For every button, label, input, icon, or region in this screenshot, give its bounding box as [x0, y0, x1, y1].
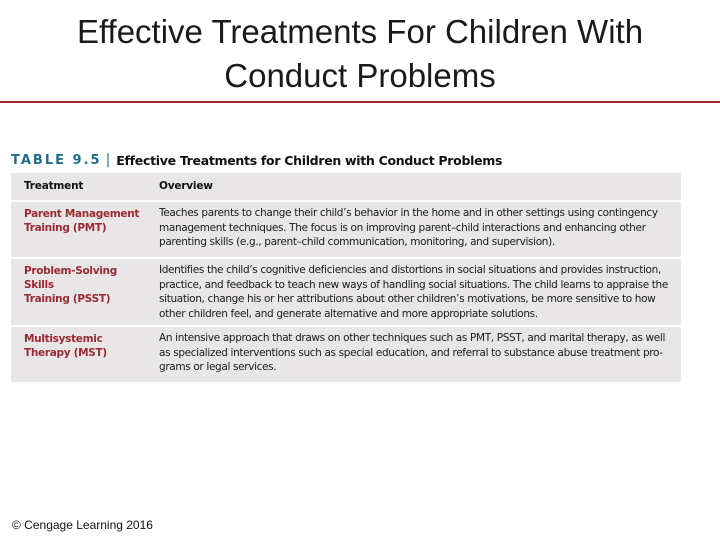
- table-caption: [11, 150, 502, 170]
- table-title: Effective Treatments for Children with Conduct Problems: [116, 152, 503, 168]
- overview-line: grams or legal services.: [159, 361, 277, 373]
- treatment-line: Training (PSST): [24, 293, 111, 305]
- overview-line: situation, change his or her attributions about other children’s motivations, be more sensitive to how: [159, 293, 656, 305]
- treatment-line: Parent Management: [24, 208, 140, 220]
- table-row-mst: [11, 325, 681, 384]
- slide-title-line-1: Effective Treatments For Children With: [76, 13, 644, 50]
- copyright-notice: © Cengage Learning 2016: [12, 518, 153, 532]
- treatment-line: Problem-Solving Skills: [24, 265, 117, 291]
- slide-title-line-2: Conduct Problems: [224, 57, 496, 94]
- overview-line: Teaches parents to change their child’s behavior in the home and in other settings using contingency: [159, 207, 658, 219]
- column-header-overview: Overview: [159, 180, 213, 192]
- slide-title: [20, 10, 700, 98]
- table-row-pmt: [11, 202, 681, 257]
- treatment-cell: [24, 332, 149, 360]
- overview-line: as specialized interventions such as special education, and referral to substance abuse treatment pro-: [159, 346, 663, 359]
- treatment-line: Training (PMT): [24, 222, 107, 234]
- table-row-psst: [11, 257, 681, 327]
- title-divider: [0, 101, 720, 103]
- overview-cell: [159, 263, 681, 321]
- treatment-cell: [24, 264, 149, 306]
- overview-line: An intensive approach that draws on other techniques such as PMT, PSST, and marital therapy, as well: [159, 332, 666, 344]
- column-header-treatment: Treatment: [24, 180, 84, 192]
- treatment-cell: [24, 207, 149, 235]
- overview-line: parenting skills (e.g., parent–child communication, monitoring, and supervision).: [159, 236, 555, 248]
- overview-line: management techniques. The focus is on improving parent–child interactions and enhancing other: [159, 221, 646, 234]
- overview-line: Identifies the child’s cognitive deficiencies and distortions in social situations and provides instruction,: [159, 264, 661, 276]
- table-number: TABLE 9.5: [11, 152, 102, 168]
- treatment-line: Therapy (MST): [24, 347, 107, 359]
- overview-cell: [159, 206, 681, 250]
- overview-line: other children feel, and generate alternative and more appropriate solutions.: [159, 307, 538, 320]
- table-header-row: [11, 173, 681, 202]
- overview-line: practice, and feedback to teach new ways of handling social situations. The child learns to appraise the: [159, 278, 668, 291]
- treatments-table: [11, 173, 681, 382]
- treatment-line: Multisystemic: [24, 333, 103, 345]
- overview-cell: [159, 331, 681, 375]
- caption-separator: |: [105, 152, 111, 168]
